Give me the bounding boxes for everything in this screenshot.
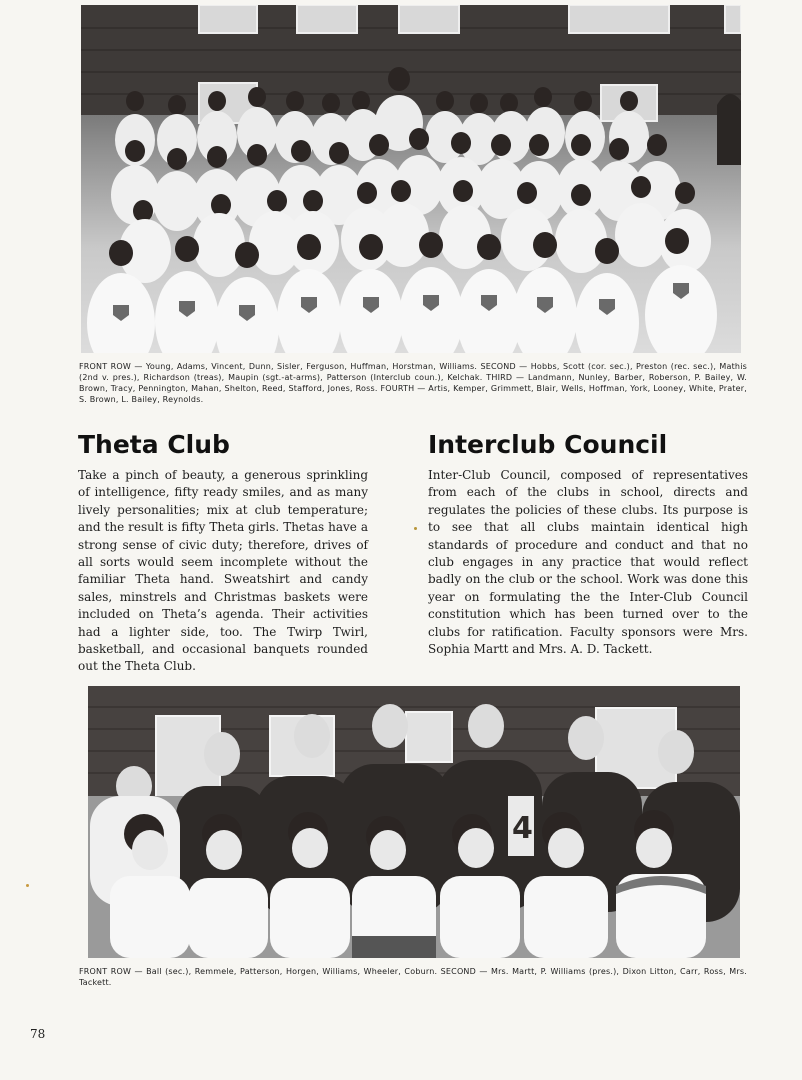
theta-club-caption: FRONT ROW — Young, Adams, Vincent, Dunn, Sisler, Ferguson, Huffman, Horstman, Williams. SECOND — Hobbs, Scott (cor. sec.), Preston (rec. sec.), Mathis (2nd v. pres.), Richardson (treas), Maupin (sgt.-at-arms), Patterson (Interclub coun.), Kelchak. THIRD — Landmann, Nunley, Barber, Roberson, P. Bailey, W. Brown, Tracy, Pennington, Mahan, Shelton, Reed, Stafford, Jones, Ross. FOURTH — Artis, Kemper, Grimmett, Blair, Wells, Hoffman, York, Looney, White, Prater, S. Brown, L. Bailey, Reynolds. (79, 362, 747, 404)
print-speck (26, 884, 29, 887)
interclub-council-caption: FRONT ROW — Ball (sec.), Remmele, Patterson, Horgen, Williams, Wheeler, Coburn. SECOND — Mrs. Martt, P. Williams (pres.), Dixon Litton, Carr, Ross, Mrs. Tackett. (79, 967, 747, 987)
theta-club-heading: Theta Club (78, 430, 230, 459)
interclub-council-heading: Interclub Council (428, 430, 668, 459)
print-speck (414, 527, 417, 530)
theta-photo-illustration (81, 5, 741, 353)
theta-club-body: Take a pinch of beauty, a generous sprinkling of intelligence, fifty ready smiles, and as many lively personalities; mix at club temperature; and the result is fifty Theta girls. Thetas have a strong sense of civic duty; therefore, drives of all sorts would seem incomplete without the familiar Theta hand. Sweatshirt and candy sales, minstrels and Christmas baskets were included on Theta’s agenda. Their activities had a lighter side, too. The Twirp Twirl, basketball, and occasional banquets rounded out the Theta Club. (78, 468, 368, 674)
interclub-council-body: Inter-Club Council, composed of representatives from each of the clubs in school, directs and regulates the policies of these clubs. Its purpose is to see that all clubs maintain identical high standards of procedure and conduct and that no club engages in any practice that would reflect badly on the club or the school. Work was done this year on formulating the the Inter-Club Council constitution which has been turned over to the clubs for ratification. Faculty sponsors were Mrs. Sophia Martt and Mrs. A. D. Tackett. (428, 468, 748, 657)
svg-text:4: 4 (512, 811, 533, 846)
page-number: 78 (30, 1027, 46, 1041)
council-photo-illustration (88, 686, 740, 958)
interclub-council-photo (88, 686, 740, 958)
theta-club-photo (81, 5, 741, 353)
